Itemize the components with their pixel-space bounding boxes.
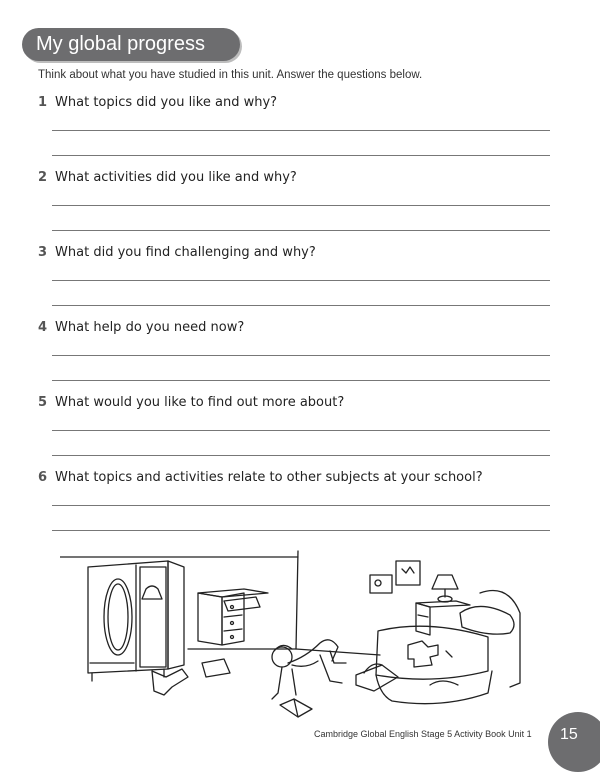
- question-text: What did you find challenging and why?: [55, 245, 316, 260]
- wall-pictures-icon: [370, 561, 420, 593]
- answer-line[interactable]: [52, 355, 550, 356]
- question-6: [38, 470, 483, 485]
- answer-line[interactable]: [52, 155, 550, 156]
- question-text: What topics and activities relate to other subjects at your school?: [55, 470, 483, 485]
- chest-of-drawers-icon: [198, 589, 268, 645]
- lamp-icon: [432, 575, 458, 602]
- answer-line[interactable]: [52, 505, 550, 506]
- question-4: [38, 320, 244, 335]
- answer-line[interactable]: [52, 130, 550, 131]
- answer-line[interactable]: [52, 205, 550, 206]
- bed-icon: [376, 591, 520, 704]
- question-number: 4: [38, 320, 48, 335]
- question-number: 5: [38, 395, 48, 410]
- page-number: 15: [560, 726, 578, 743]
- question-number: 1: [38, 95, 48, 110]
- footer-credit: Cambridge Global English Stage 5 Activity Book Unit 1: [314, 729, 532, 739]
- question-number: 2: [38, 170, 48, 185]
- answer-line[interactable]: [52, 280, 550, 281]
- wall-corner-line: [296, 551, 298, 649]
- question-text: What would you like to find out more about?: [55, 395, 345, 410]
- answer-line[interactable]: [52, 430, 550, 431]
- instructions-text: Think about what you have studied in this unit. Answer the questions below.: [38, 69, 423, 81]
- answer-line[interactable]: [52, 455, 550, 456]
- question-number: 6: [38, 470, 48, 485]
- question-5: [38, 395, 344, 410]
- bedroom-scene-illustration: [60, 545, 540, 730]
- answer-line[interactable]: [52, 230, 550, 231]
- page-title: My global progress: [36, 33, 205, 55]
- page-number-badge: [548, 712, 600, 772]
- question-text: What topics did you like and why?: [55, 95, 278, 110]
- page-title-banner: [22, 28, 240, 61]
- answer-line[interactable]: [52, 305, 550, 306]
- question-text: What activities did you like and why?: [55, 170, 297, 185]
- answer-line[interactable]: [52, 530, 550, 531]
- answer-line[interactable]: [52, 380, 550, 381]
- question-number: 3: [38, 245, 48, 260]
- question-text: What help do you need now?: [55, 320, 245, 335]
- wardrobe-icon: [88, 561, 184, 681]
- question-2: [38, 170, 297, 185]
- question-1: [38, 95, 277, 110]
- question-3: [38, 245, 316, 260]
